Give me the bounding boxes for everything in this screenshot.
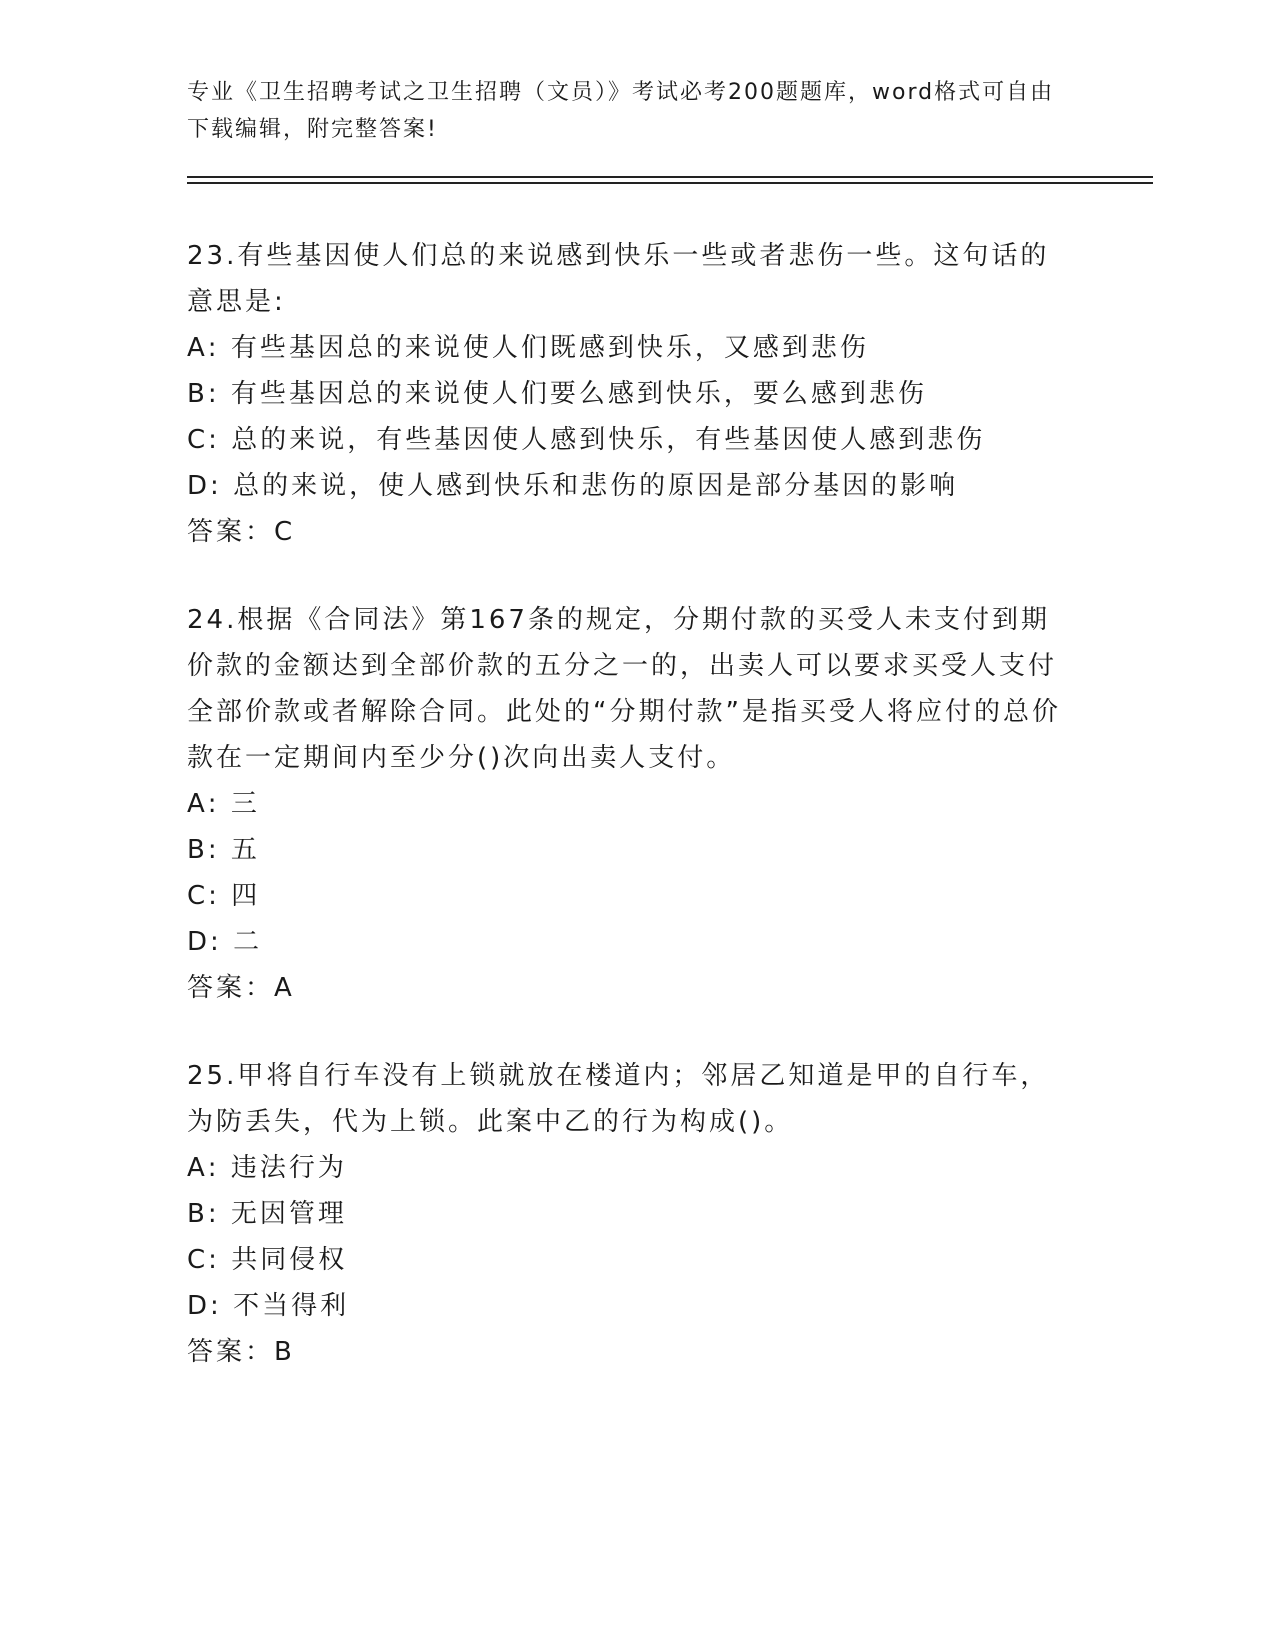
option-text: 三	[230, 789, 260, 819]
option-text: 违法行为	[230, 1153, 347, 1183]
answer-line: 答案：B	[187, 1337, 295, 1367]
option-key: A	[187, 789, 208, 819]
header-rule-top	[187, 176, 1153, 178]
option-text: 总的来说，使人感到快乐和悲伤的原因是部分基因的影响	[233, 471, 959, 501]
option-text: 四	[231, 881, 261, 911]
option-separator: :	[208, 881, 220, 911]
option-key: B	[187, 835, 208, 865]
question-25	[187, 1053, 1067, 1375]
question-24	[187, 597, 1067, 1011]
option-key: A	[187, 1153, 208, 1183]
option-separator: :	[208, 425, 220, 455]
answer-line: 答案：C	[187, 517, 296, 547]
option-key: D	[187, 471, 211, 501]
option-c	[187, 417, 1067, 463]
question-stem: 24.根据《合同法》第167条的规定，分期付款的买受人未支付到期价款的金额达到全部价款的五分之一的，出卖人可以要求买受人支付全部价款或者解除合同。此处的“分期付款”是指买受人将应付的总价款在一定期间内至少分()次向出卖人支付。	[187, 605, 1061, 773]
option-c	[187, 873, 1067, 919]
option-separator: :	[207, 1199, 220, 1229]
option-key: D	[187, 927, 211, 957]
option-key: C	[187, 881, 209, 911]
option-separator: :	[207, 333, 220, 363]
option-separator: :	[210, 471, 222, 501]
question-23	[187, 233, 1067, 555]
document-header: 专业《卫生招聘考试之卫生招聘（文员）》考试必考200题题库，word格式可自由下载编辑，附完整答案!	[187, 80, 1055, 142]
option-key: A	[187, 333, 208, 363]
option-separator: :	[207, 379, 220, 409]
option-separator: :	[207, 835, 220, 865]
option-d	[187, 919, 1067, 965]
option-key: B	[187, 1199, 208, 1229]
answer-line: 答案：A	[187, 973, 295, 1003]
option-text: 无因管理	[230, 1199, 347, 1229]
option-text: 总的来说，有些基因使人感到快乐，有些基因使人感到悲伤	[231, 425, 986, 455]
option-a	[187, 781, 1067, 827]
option-text: 五	[230, 835, 260, 865]
option-a	[187, 325, 1067, 371]
option-key: B	[187, 379, 208, 409]
option-text: 二	[233, 927, 263, 957]
header-rule-bottom	[187, 182, 1153, 184]
option-b	[187, 827, 1067, 873]
option-separator: :	[207, 789, 220, 819]
question-stem: 25.甲将自行车没有上锁就放在楼道内；邻居乙知道是甲的自行车，为防丢失，代为上锁。此案中乙的行为构成()。	[187, 1061, 1050, 1137]
option-key: D	[187, 1291, 211, 1321]
option-text: 不当得利	[233, 1291, 350, 1321]
option-text: 共同侵权	[231, 1245, 348, 1275]
option-separator: :	[207, 1153, 220, 1183]
question-stem: 23.有些基因使人们总的来说感到快乐一些或者悲伤一些。这句话的意思是:	[187, 241, 1050, 317]
option-text: 有些基因总的来说使人们既感到快乐，又感到悲伤	[230, 333, 869, 363]
option-a	[187, 1145, 1067, 1191]
option-key: C	[187, 1245, 209, 1275]
option-d	[187, 463, 1067, 509]
option-separator: :	[210, 927, 222, 957]
option-separator: :	[208, 1245, 220, 1275]
option-text: 有些基因总的来说使人们要么感到快乐，要么感到悲伤	[230, 379, 927, 409]
option-c	[187, 1237, 1067, 1283]
option-b	[187, 1191, 1067, 1237]
option-key: C	[187, 425, 209, 455]
option-d	[187, 1283, 1067, 1329]
option-separator: :	[210, 1291, 222, 1321]
option-b	[187, 371, 1067, 417]
